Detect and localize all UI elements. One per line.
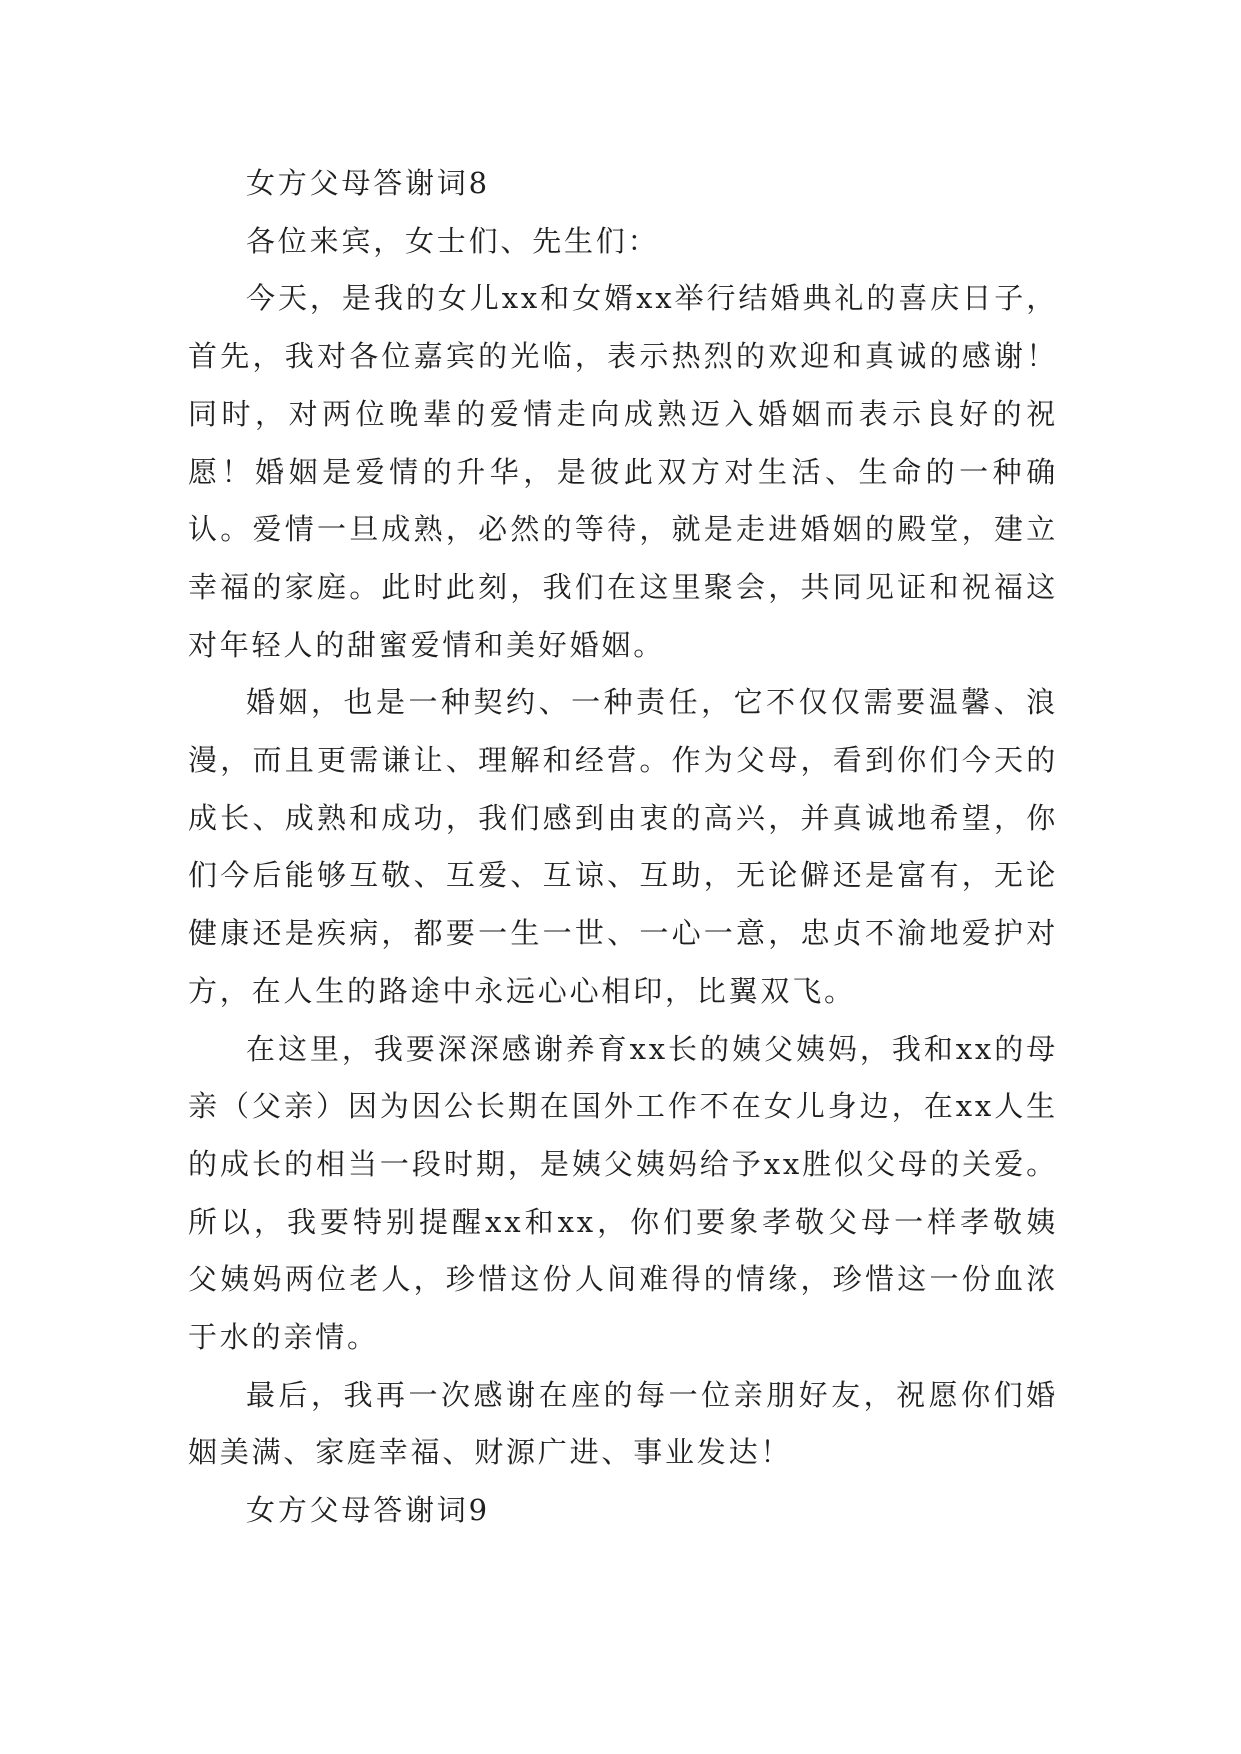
- paragraph-4: 最后，我再一次感谢在座的每一位亲朋好友，祝愿你们婚姻美满、家庭幸福、财源广进、事业发达！: [188, 1377, 1058, 1470]
- salutation: 各位来宾，女士们、先生们：: [246, 223, 660, 258]
- document-body: [188, 155, 1058, 1540]
- paragraph-1: 今天，是我的女儿xx和女婿xx举行结婚典礼的喜庆日子，首先，我对各位嘉宾的光临，表示热烈的欢迎和真诚的感谢！同时，对两位晚辈的爱情走向成熟迈入婚姻而表示良好的祝愿！婚姻是爱情的升华，是彼此双方对生活、生命的一种确认。爱情一旦成熟，必然的等待，就是走进婚姻的殿堂，建立幸福的家庭。此时此刻，我们在这里聚会，共同见证和祝福这对年轻人的甜蜜爱情和美好婚姻。: [188, 281, 1058, 662]
- paragraph-2: 婚姻，也是一种契约、一种责任，它不仅仅需要温馨、浪漫，而且更需谦让、理解和经营。作为父母，看到你们今天的成长、成熟和成功，我们感到由衷的高兴，并真诚地希望，你们今后能够互敬、互爱、互谅、互助，无论僻还是富有，无论健康还是疾病，都要一生一世、一心一意，忠贞不渝地爱护对方，在人生的路途中永远心心相印，比翼双飞。: [188, 685, 1058, 1008]
- paragraph-3: 在这里，我要深深感谢养育xx长的姨父姨妈，我和xx的母亲（父亲）因为因公长期在国外工作不在女儿身边，在xx人生的成长的相当一段时期，是姨父姨妈给予xx胜似父母的关爱。所以，我要特别提醒xx和xx，你们要象孝敬父母一样孝敬姨父姨妈两位老人，珍惜这份人间难得的情缘，珍惜这一份血浓于水的亲情。: [188, 1031, 1058, 1355]
- section-heading-8: 女方父母答谢词8: [246, 166, 490, 200]
- section-heading-9: 女方父母答谢词9: [246, 1493, 490, 1528]
